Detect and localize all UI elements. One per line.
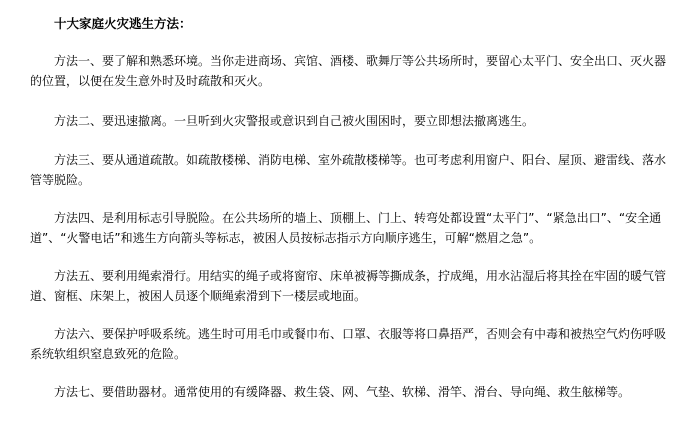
paragraph-method-2: 方法二、要迅速撤离。一旦听到火灾警报或意识到自己被火围困时，要立即想法撤离逃生。 <box>54 114 535 128</box>
paragraph-method-6: 方法六、要保护呼吸系统。逃生时可用毛巾或餐巾布、口罩、衣服等将口鼻捂严，否则会有中毒和被热空气灼伤呼吸系统软组织窒息致死的危险。 <box>30 327 667 361</box>
paragraph-method-1: 方法一、要了解和熟悉环境。当你走进商场、宾馆、酒楼、歌舞厅等公共场所时，要留心太平门、安全出口、灭火器的位置，以便在发生意外时及时疏散和灭火。 <box>30 54 667 88</box>
paragraph-method-5: 方法五、要利用绳索滑行。用结实的绳子或将窗帘、床单被褥等撕成条，拧成绳，用水沾湿后将其拴在牢固的暖气管道、窗框、床架上，被困人员逐个顺绳索滑到下一楼层或地面。 <box>30 269 667 303</box>
paragraph-method-7: 方法七、要借助器材。通常使用的有缓降器、救生袋、网、气垫、软梯、滑竿、滑台、导向绳、救生舷梯等。 <box>54 385 631 399</box>
document-title: 十大家庭火灾逃生方法： <box>54 16 192 31</box>
paragraph-method-4: 方法四、是利用标志引导脱险。在公共场所的墙上、顶棚上、门上、转弯处都设置“太平门”、“紧急出口”、“安全通道”、“火警电话”和逃生方向箭头等标志，被困人员按标志指示方向顺序逃生，可解“燃眉之急”。 <box>30 211 662 245</box>
paragraph-method-3: 方法三、要从通道疏散。如疏散楼梯、消防电梯、室外疏散楼梯等。也可考虑利用窗户、阳台、屋顶、避雷线、落水管等脱险。 <box>30 153 667 187</box>
